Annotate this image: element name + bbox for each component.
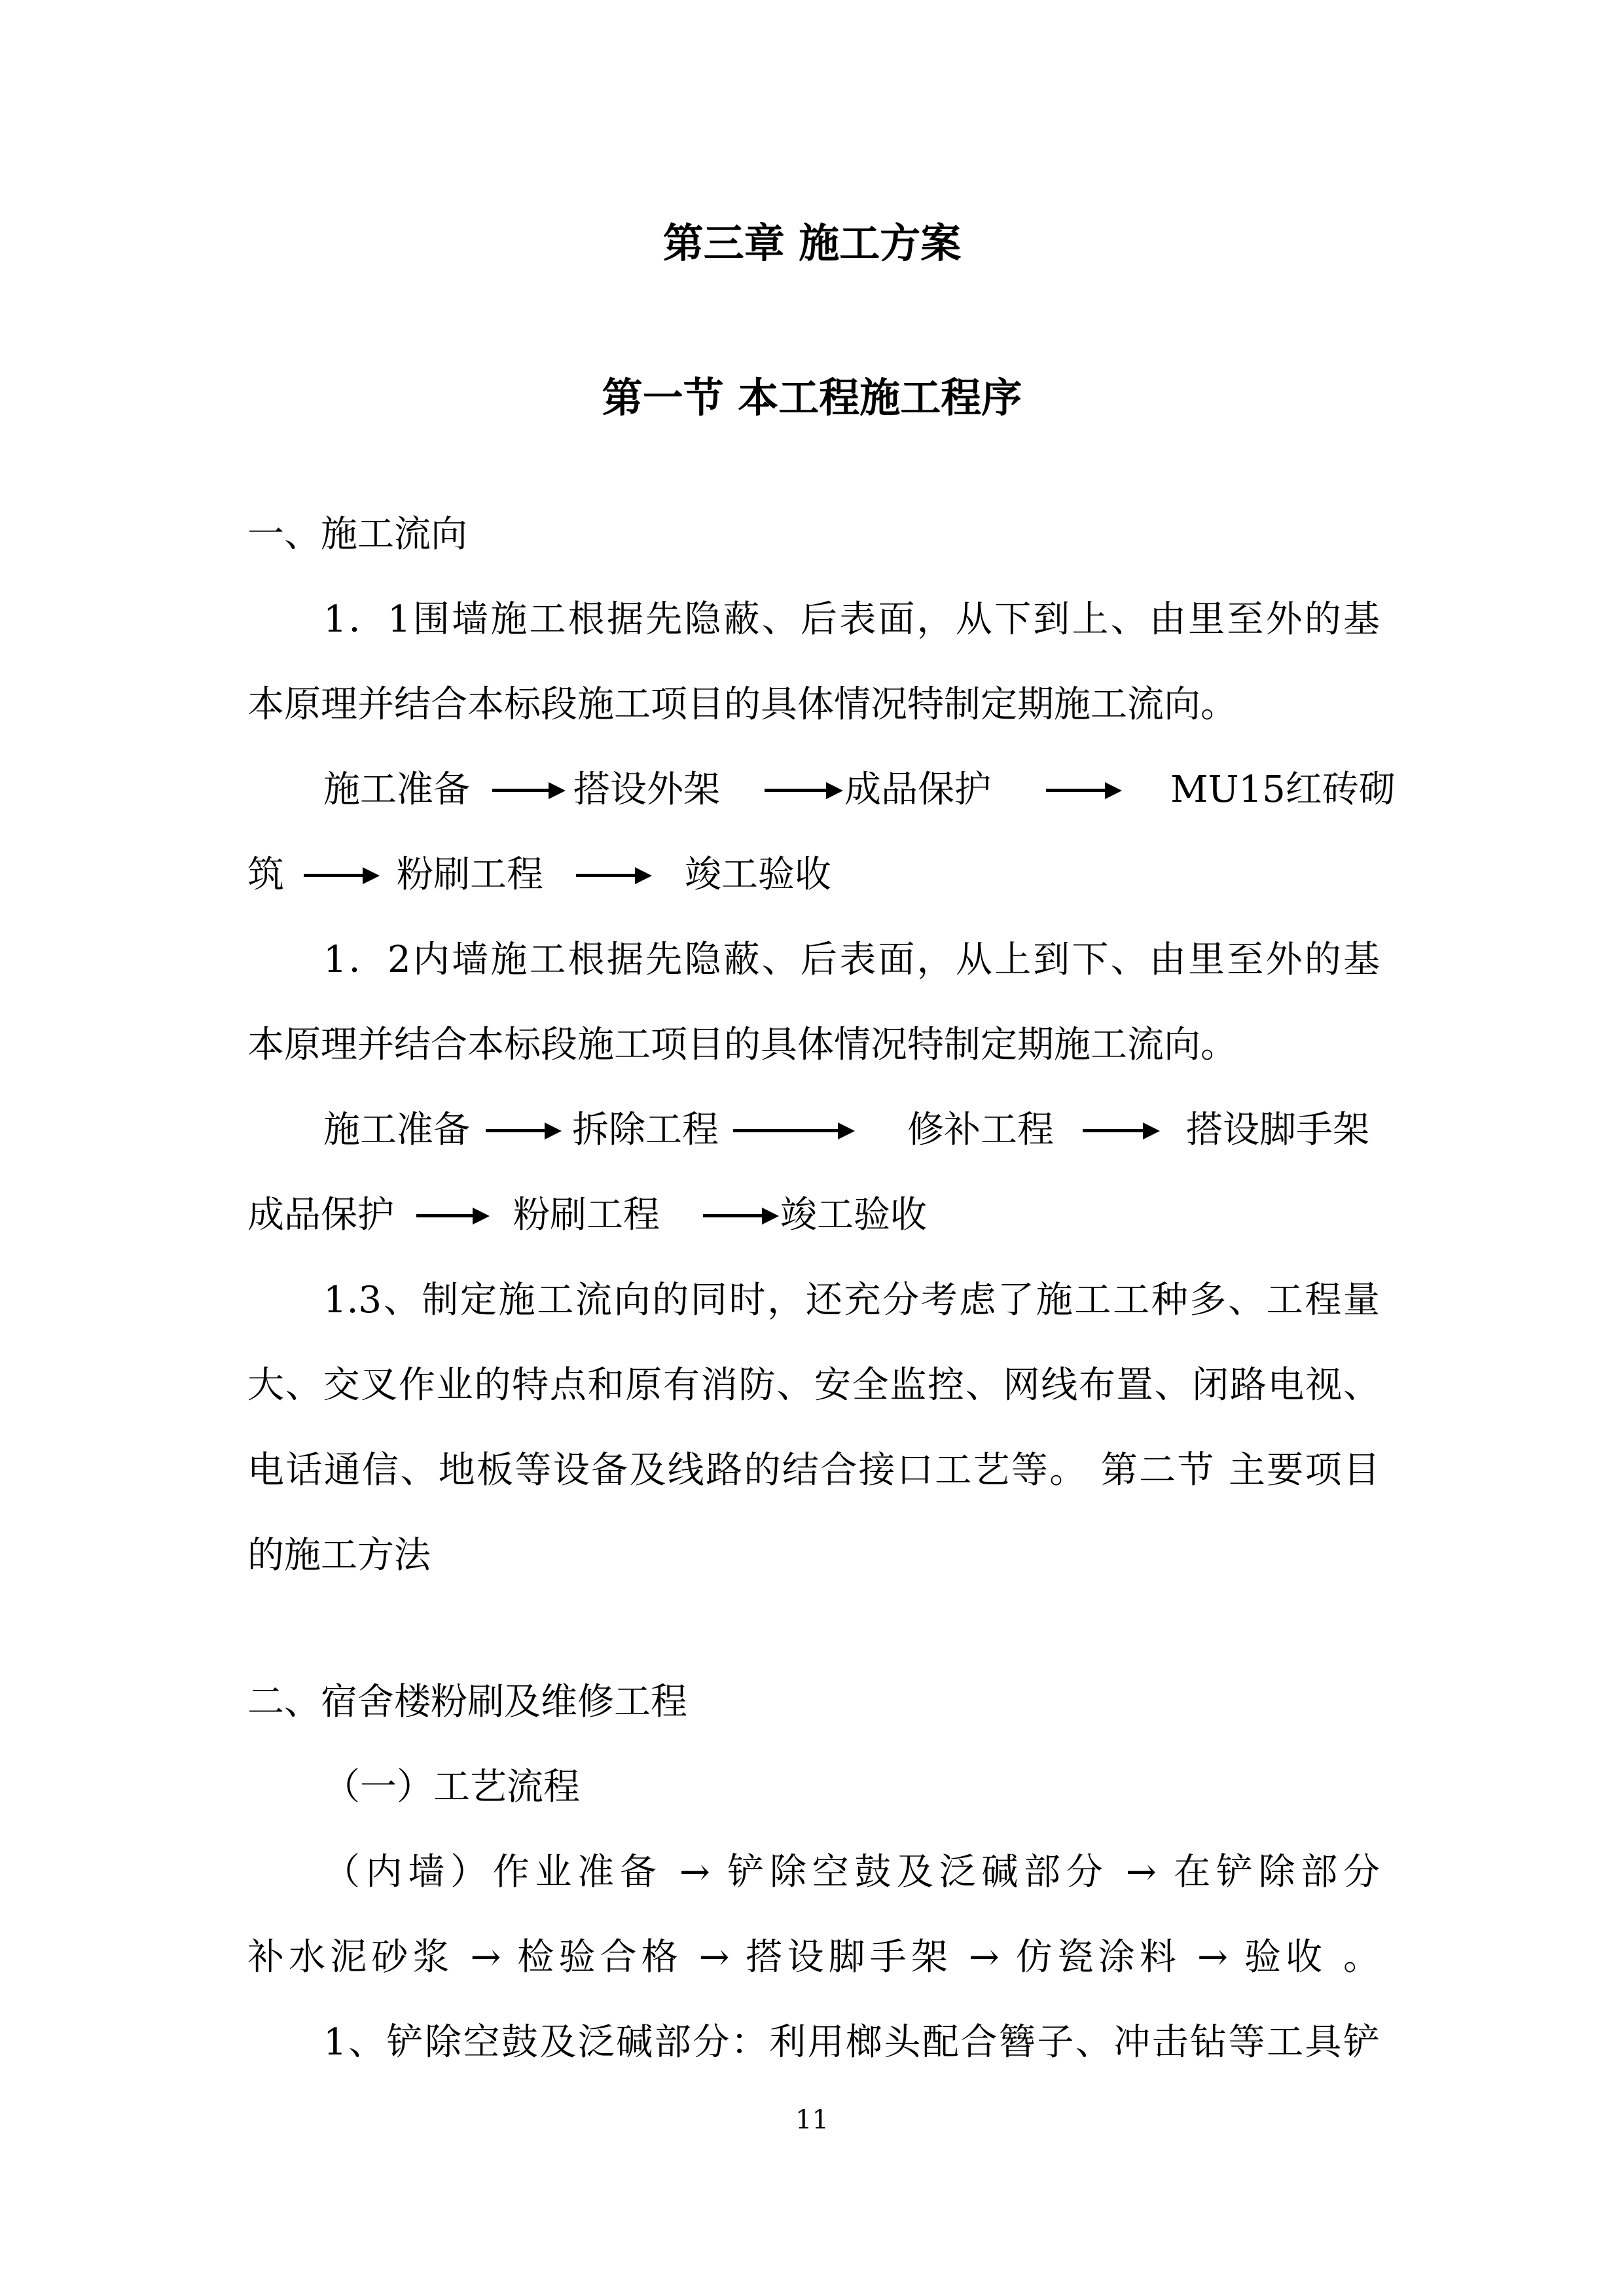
- paragraph-3-line-2: 大、交叉作业的特点和原有消防、安全监控、网线布置、闭路电视、: [247, 1364, 1380, 1407]
- paragraph-1-line-2: 本原理并结合本标段施工项目的具体情况特制定期施工流向。: [247, 683, 1237, 726]
- process-flow-line-1: （内墙）作业准备 → 铲除空鼓及泛碱部分 → 在铲除部分: [323, 1851, 1380, 1893]
- heading-construction-flow: 一、施工流向: [247, 513, 467, 556]
- flow1-step-plaster: 粉刷工程: [397, 853, 543, 896]
- paragraph-2-line-1: 1．2内墙施工根据先隐蔽、后表面，从上到下、由里至外的基: [323, 939, 1380, 981]
- flow2-step-plaster: 粉刷工程: [513, 1194, 660, 1236]
- section-title: 第一节 本工程施工程序: [602, 374, 1022, 422]
- paragraph-3-line-1: 1.3、制定施工流向的同时，还充分考虑了施工工种多、工程量: [323, 1279, 1380, 1321]
- flow1-step-masonry: MU15红砖砌: [1170, 768, 1396, 811]
- paragraph-1-line-1: 1．1围墙施工根据先隐蔽、后表面，从下到上、由里至外的基: [323, 598, 1380, 641]
- arrow-right-icon: [416, 1193, 490, 1238]
- paragraph-2-line-2: 本原理并结合本标段施工项目的具体情况特制定期施工流向。: [247, 1024, 1237, 1066]
- flow1-step-protect: 成品保护: [844, 768, 991, 811]
- chapter-title: 第三章 施工方案: [662, 219, 962, 267]
- arrow-right-icon: [765, 767, 843, 813]
- flow1-step-prepare: 施工准备: [323, 768, 470, 811]
- subheading-process-flow: （一）工艺流程: [323, 1766, 580, 1808]
- arrow-right-icon: [304, 852, 380, 898]
- paragraph-3-line-4: 的施工方法: [247, 1534, 431, 1577]
- process-flow-line-2: 补水泥砂浆 → 检验合格 → 搭设脚手架 → 仿瓷涂料 → 验收 。: [247, 1936, 1380, 1979]
- arrow-right-icon: [486, 1107, 562, 1153]
- arrow-right-icon: [733, 1107, 855, 1153]
- heading-dormitory-plastering: 二、宿舍楼粉刷及维修工程: [247, 1681, 687, 1723]
- arrow-right-icon: [703, 1193, 779, 1238]
- arrow-right-icon: [492, 767, 566, 813]
- paragraph-4-line-1: 1、铲除空鼓及泛碱部分：利用榔头配合簪子、冲击钻等工具铲: [323, 2021, 1380, 2064]
- page-number: 11: [795, 2105, 829, 2135]
- flow2-step-acceptance: 竣工验收: [780, 1194, 927, 1236]
- flow2-step-repair: 修补工程: [907, 1109, 1054, 1151]
- flow2-step-scaffold: 搭设脚手架: [1186, 1109, 1369, 1151]
- flow2-step-protect: 成品保护: [247, 1194, 394, 1236]
- flow1-step-acceptance: 竣工验收: [685, 853, 831, 896]
- flow1-step-masonry-cont: 筑: [247, 853, 284, 896]
- paragraph-3-line-3: 电话通信、地板等设备及线路的结合接口工艺等。 第二节 主要项目: [247, 1449, 1380, 1492]
- flow2-step-demolish: 拆除工程: [572, 1109, 719, 1151]
- arrow-right-icon: [576, 852, 652, 898]
- arrow-right-icon: [1046, 767, 1122, 813]
- flow1-step-scaffold: 搭设外架: [573, 768, 720, 811]
- arrow-right-icon: [1083, 1107, 1160, 1153]
- flow2-step-prepare: 施工准备: [323, 1109, 470, 1151]
